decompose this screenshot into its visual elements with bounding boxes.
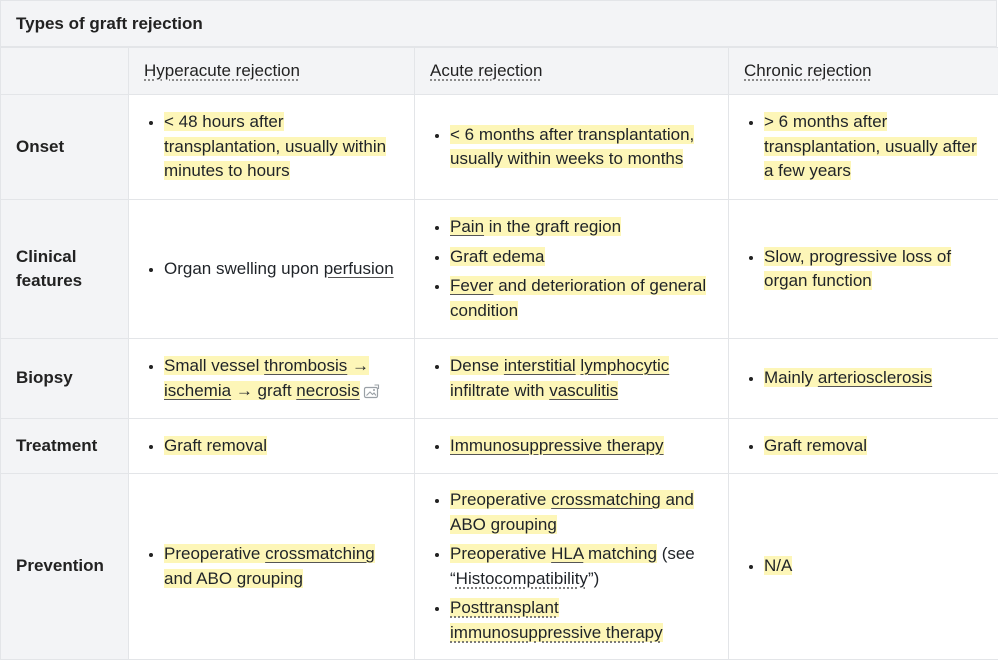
header-row	[1, 48, 998, 95]
cell-biopsy-hyperacute	[129, 339, 415, 419]
list-item: • Graft removal	[764, 434, 986, 459]
graft-rejection-table	[0, 47, 998, 660]
crossmatching-link[interactable]: crossmatching	[265, 544, 375, 563]
hla-link[interactable]: HLA	[551, 544, 583, 563]
list-item: • N/A	[764, 554, 986, 579]
table-row-treatment	[1, 419, 998, 474]
immunosuppressive-therapy-link[interactable]: immunosuppressive therapy	[450, 623, 663, 642]
vasculitis-link[interactable]: vasculitis	[549, 381, 618, 400]
list-item: • Preoperative crossmatching and ABO grouping	[450, 488, 716, 537]
row-header-clinical-features: Clinical features	[1, 200, 129, 339]
fever-link[interactable]: Fever	[450, 276, 493, 295]
list-item: • Pain in the graft region	[450, 215, 716, 240]
cell-treatment-acute	[415, 419, 729, 474]
cell-onset-acute	[415, 95, 729, 200]
necrosis-link[interactable]: necrosis	[296, 381, 359, 400]
cell-treatment-chronic	[729, 419, 998, 474]
cell-treatment-hyperacute	[129, 419, 415, 474]
list-item: • Slow, progressive loss of organ function	[764, 245, 986, 294]
row-header-prevention: Prevention	[1, 474, 129, 660]
table-row-prevention	[1, 474, 998, 660]
list-item: • < 6 months after transplantation, usually within weeks to months	[450, 123, 716, 172]
cell-prevention-chronic	[729, 474, 998, 660]
lymphocytic-link[interactable]: lymphocytic	[580, 356, 669, 375]
cell-prevention-acute	[415, 474, 729, 660]
list-item: • < 48 hours after transplantation, usually within minutes to hours	[164, 110, 402, 184]
list-item	[450, 596, 716, 645]
thrombosis-link[interactable]: thrombosis	[264, 356, 347, 375]
list-item: • Small vessel thrombosis → ischemia → graft necrosis	[164, 354, 402, 403]
list-item: • Dense interstitial lymphocytic infiltrate with vasculitis	[450, 354, 716, 403]
list-item: • Graft removal	[164, 434, 402, 459]
list-item: • Organ swelling upon perfusion	[164, 257, 402, 282]
crossmatching-link[interactable]: crossmatching	[551, 490, 661, 509]
row-header-onset: Onset	[1, 95, 129, 200]
cell-biopsy-acute	[415, 339, 729, 419]
immunosuppressive-therapy-link[interactable]: Immunosuppressive therapy	[450, 436, 664, 455]
histocompatibility-link[interactable]: Histocompatibility	[456, 569, 588, 588]
cell-onset-chronic	[729, 95, 998, 200]
list-item: • Preoperative HLA matching (see “Histocompatibility”)	[450, 542, 716, 591]
row-header-treatment: Treatment	[1, 419, 129, 474]
image-icon[interactable]	[363, 384, 380, 399]
arteriosclerosis-link[interactable]: arteriosclerosis	[818, 368, 932, 387]
list-item: • Preoperative crossmatching and ABO grouping	[164, 542, 402, 591]
cell-clinical-acute	[415, 200, 729, 339]
cell-clinical-chronic	[729, 200, 998, 339]
perfusion-link[interactable]: perfusion	[324, 259, 394, 278]
table-row-clinical-features	[1, 200, 998, 339]
cell-biopsy-chronic	[729, 339, 998, 419]
column-header-hyperacute[interactable]: Hyperacute rejection	[129, 48, 415, 95]
list-item: • > 6 months after transplantation, usually after a few years	[764, 110, 986, 184]
posttransplant-link[interactable]: Posttransplant	[450, 598, 559, 617]
row-header-biopsy: Biopsy	[1, 339, 129, 419]
list-item: • Fever and deterioration of general condition	[450, 274, 716, 323]
table-row-biopsy	[1, 339, 998, 419]
cell-clinical-hyperacute	[129, 200, 415, 339]
cell-prevention-hyperacute	[129, 474, 415, 660]
interstitial-link[interactable]: interstitial	[504, 356, 576, 375]
table-title: Types of graft rejection	[0, 0, 997, 47]
cell-onset-hyperacute	[129, 95, 415, 200]
table-row-onset	[1, 95, 998, 200]
corner-cell	[1, 48, 129, 95]
ischemia-link[interactable]: ischemia	[164, 381, 231, 400]
list-item: • Mainly arteriosclerosis	[764, 366, 986, 391]
column-header-chronic[interactable]: Chronic rejection	[729, 48, 998, 95]
list-item	[450, 434, 716, 459]
pain-link[interactable]: Pain	[450, 217, 484, 236]
list-item: • Graft edema	[450, 245, 716, 270]
column-header-acute[interactable]: Acute rejection	[415, 48, 729, 95]
